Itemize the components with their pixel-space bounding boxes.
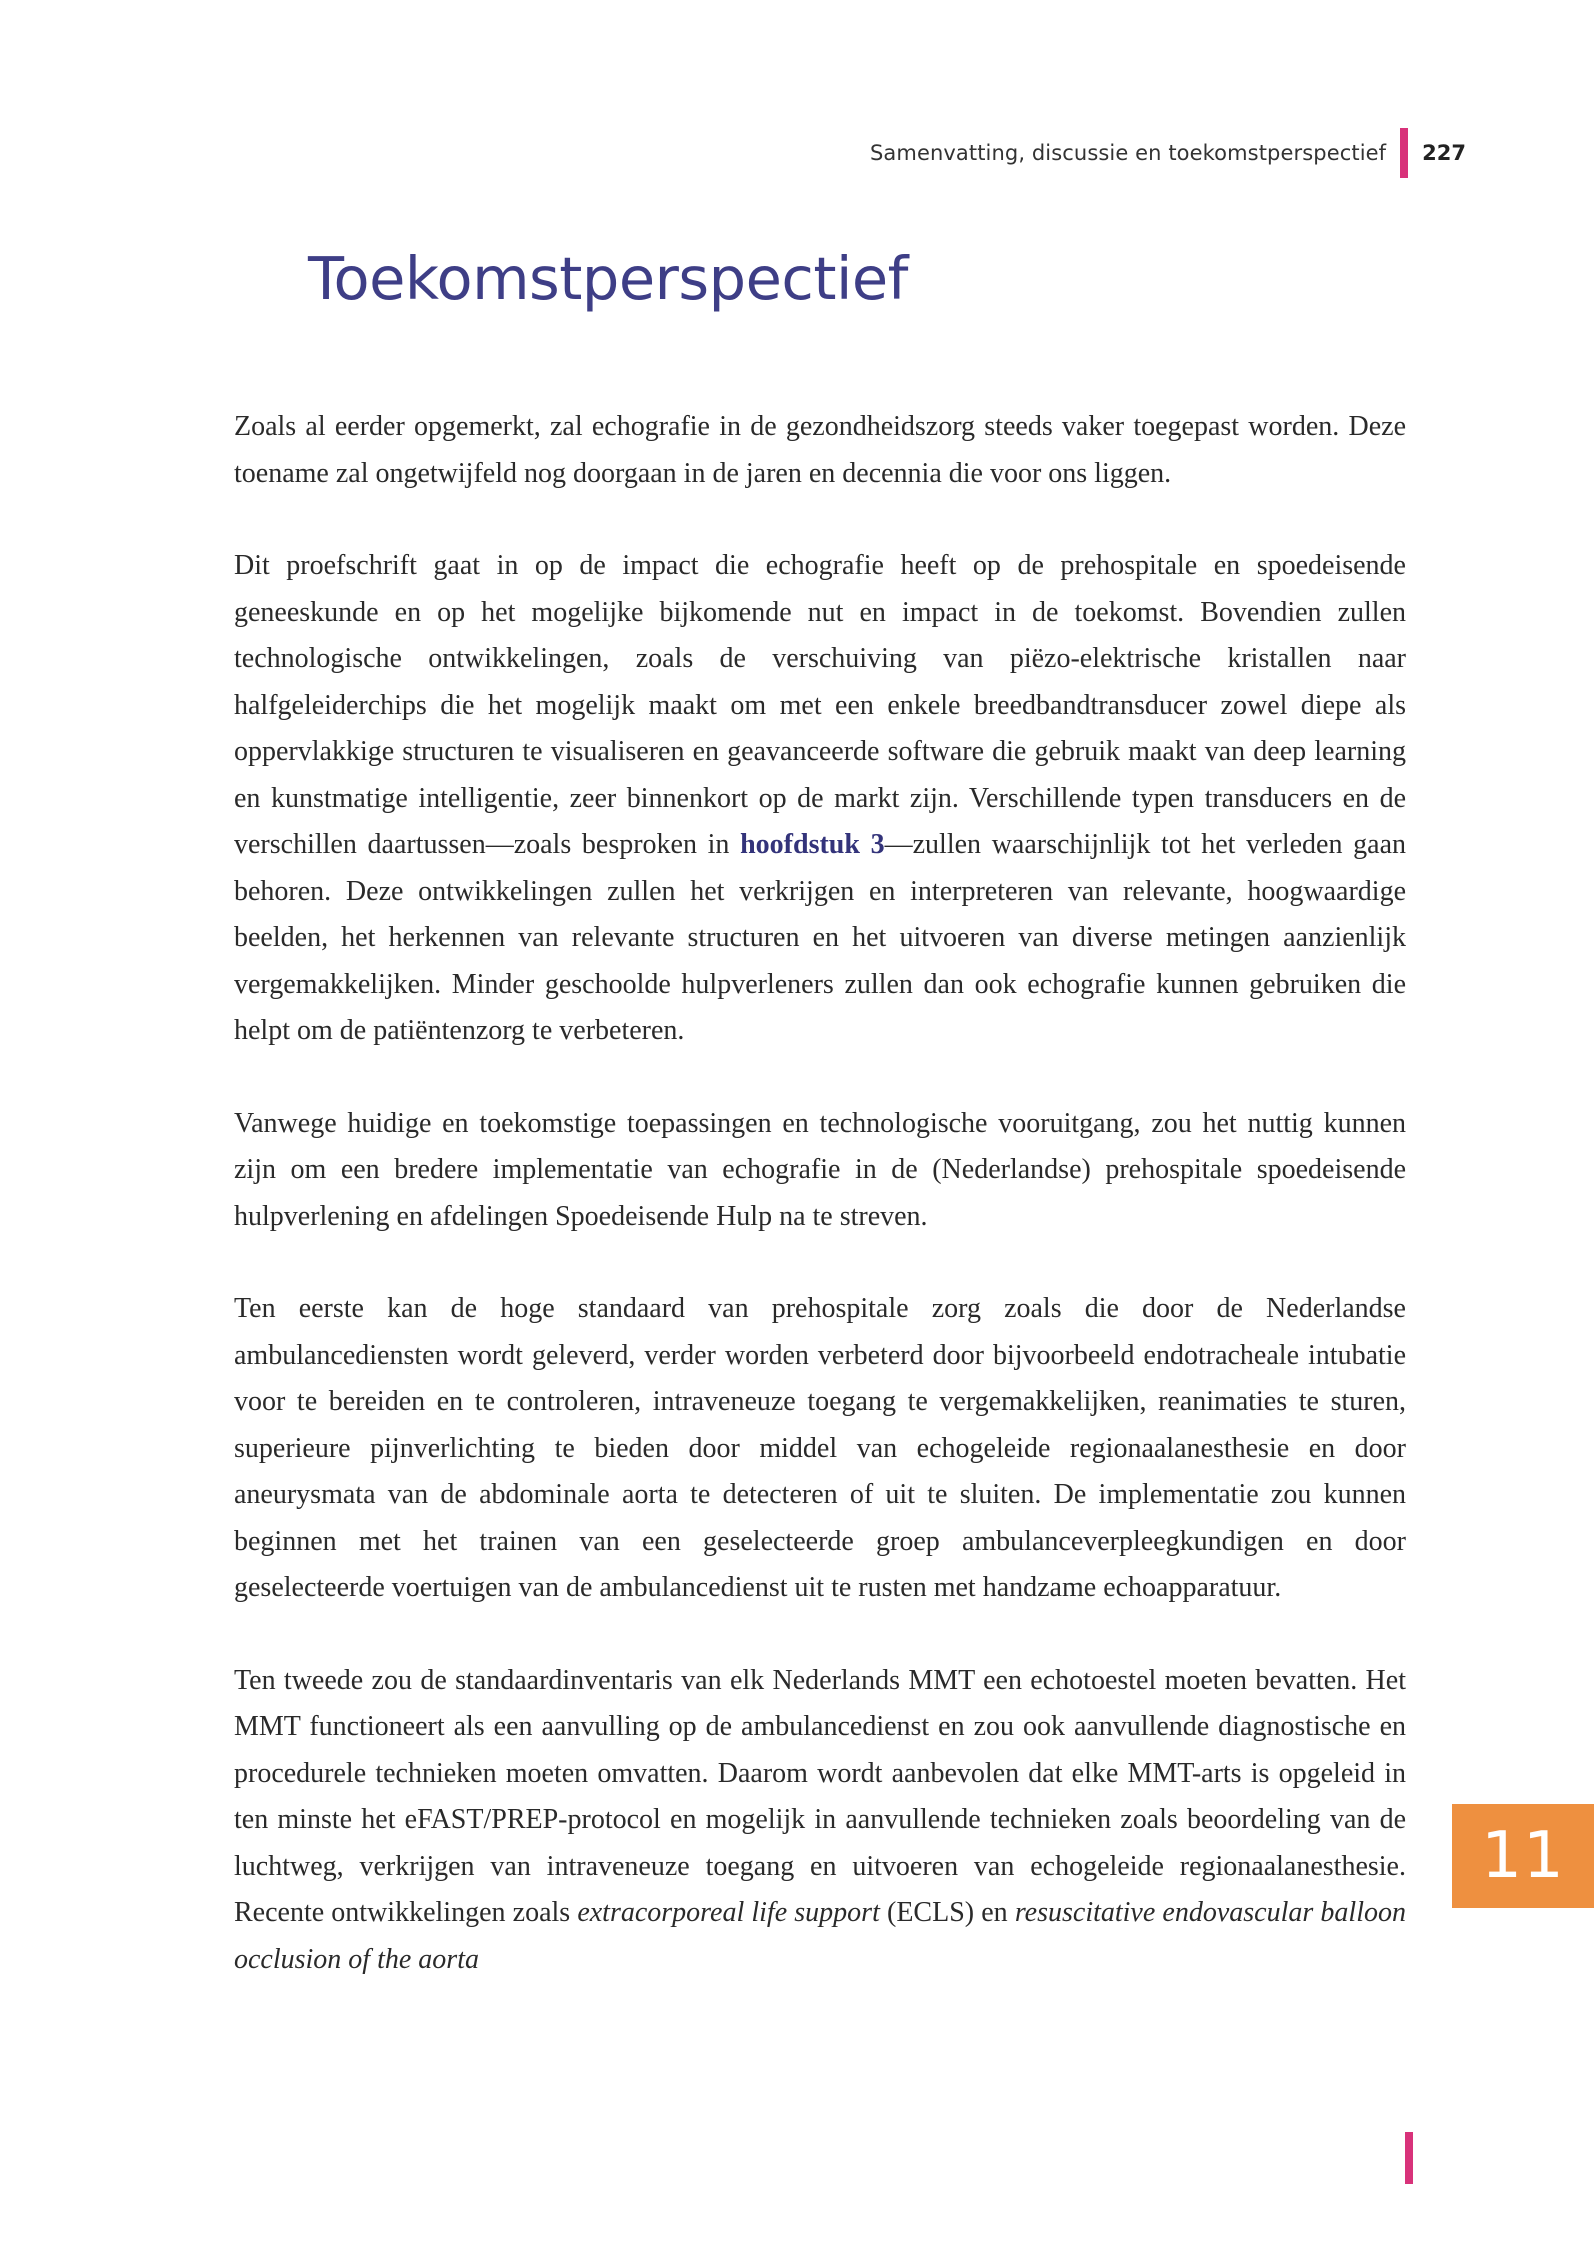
page-number: 227 — [1422, 141, 1466, 165]
header-accent-bar — [1400, 128, 1408, 178]
paragraph-2-text-b: —zullen waarschijnlijk tot het verleden gaan behoren. Deze ontwikkelingen zullen het verkrijgen en interpreteren van relevante, hoogwaardige beelden, het herkennen van relevante structuren en het uitvoeren van diverse metingen aanzienlijk vergemakkelijken. Minder geschoolde hulpverleners zullen dan ook echografie kunnen gebruiken die helpt om de patiëntenzorg te verbeteren. — [234, 829, 1406, 1046]
paragraph-3: Vanwege huidige en toekomstige toepassingen en technologische vooruitgang, zou het nuttig kunnen zijn om een bredere implementatie van echografie in de (Nederlandse) prehospitale spoedeisende hulpverlening en afdelingen Spoedeisende Hulp na te streven. — [234, 1107, 1406, 1232]
footer-accent-bar — [1405, 2132, 1413, 2184]
paragraph-5-emphasis-ecls: extracorporeal life support — [577, 1897, 880, 1928]
chapter-3-link[interactable]: hoofdstuk 3 — [740, 829, 885, 860]
chapter-tab — [1452, 1804, 1594, 1908]
running-title: Samenvatting, discussie en toekomstperspectief — [870, 141, 1387, 165]
paragraph-2 — [234, 543, 1406, 1055]
section-title: Toekomstperspectief — [308, 244, 908, 313]
paragraph-1: Zoals al eerder opgemerkt, zal echografie in de gezondheidszorg steeds vaker toegepast worden. Deze toename zal ongetwijfeld nog doorgaan in de jaren en decennia die voor ons liggen. — [234, 411, 1406, 489]
running-header — [870, 128, 1466, 178]
paragraph-5-text-a: Ten tweede zou de standaardinventaris van elk Nederlands MMT een echotoestel moeten bevatten. Het MMT functioneert als een aanvulling op de ambulancedienst en zou ook aanvullende diagnostische en procedurele technieken moeten omvatten. Daarom wordt aanbevolen dat elke MMT-arts is opgeleid in ten minste het eFAST/PREP-protocol en mogelijk in aanvullende technieken zoals beoordeling van de luchtweg, verkrijgen van intraveneuze toegang en uitvoeren van echogeleide regionaalanesthesie. Recente ontwikkelingen zoals — [234, 1664, 1406, 1928]
paragraph-2-text-a: Dit proefschrift gaat in op de impact die echografie heeft op de prehospitale en spoedeisende geneeskunde en op het mogelijke bijkomende nut en impact in de toekomst. Bovendien zullen technologische ontwikkelingen, zoals de verschuiving van piëzo-elektrische kristallen naar halfgeleiderchips die het mogelijk maakt om met een enkele breedbandtransducer zowel diepe als oppervlakkige structuren te visualiseren en geavanceerde software die gebruik maakt van deep learning en kunstmatige intelligentie, zeer binnenkort op de markt zijn. Verschillende typen transducers en de verschillen daartussen—zoals besproken in — [234, 550, 1406, 860]
paragraph-5-text-b: (ECLS) en — [879, 1897, 1015, 1928]
chapter-number: 11 — [1481, 1819, 1565, 1893]
paragraph-5 — [234, 1658, 1406, 1984]
body-text — [234, 404, 1406, 2029]
paragraph-5-emphasis-reboa: resuscitative endovascular balloon occlusion of the aorta — [234, 1897, 1406, 1975]
paragraph-4: Ten eerste kan de hoge standaard van prehospitale zorg zoals die door de Nederlandse ambulancediensten wordt geleverd, verder worden verbeterd door bijvoorbeeld endotracheale intubatie voor te bereiden en te controleren, intraveneuze toegang te vergemakkelijken, reanimaties te sturen, superieure pijnverlichting te bieden door middel van echogeleide regionaalanesthesie en door aneurysmata van de abdominale aorta te detecteren of uit te sluiten. De implementatie zou kunnen beginnen met het trainen van een geselecteerde groep ambulanceverpleegkundigen en door geselecteerde voertuigen van de ambulancedienst uit te rusten met handzame echoapparatuur. — [234, 1293, 1406, 1603]
